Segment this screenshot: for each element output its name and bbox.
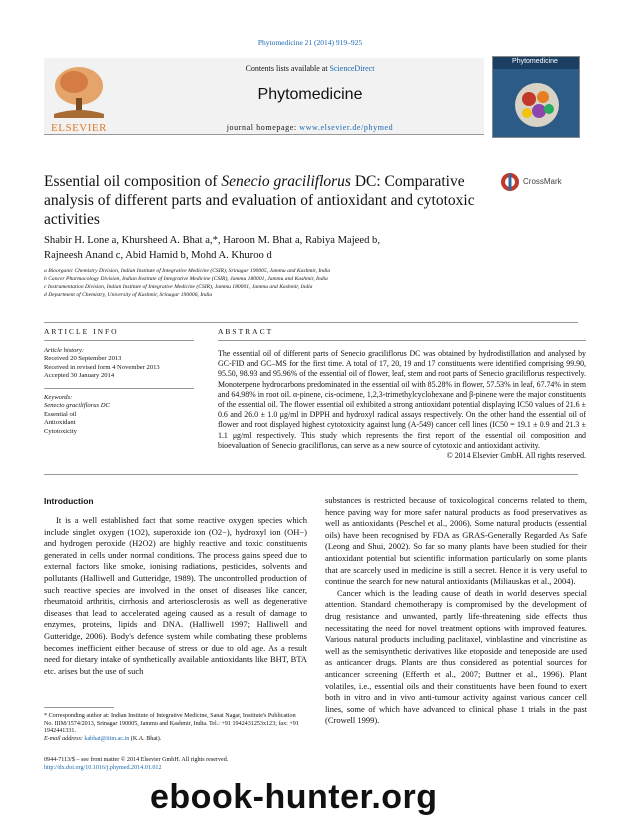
authors-line-1: Shabir H. Lone a, Khursheed A. Bhat a,*, Haroon M. Bhat a, Rabiya Majeed b, <box>44 235 380 246</box>
footnote-rule <box>44 707 114 708</box>
keyword-3: Antioxidant <box>44 419 76 427</box>
divider-abstract <box>218 340 586 341</box>
affiliation-d: d Department of Chemistry, University of Kashmir, Srinagar 190006, India <box>44 292 213 298</box>
crossmark-label: CrossMark <box>523 177 562 186</box>
divider-abstract-bottom <box>44 474 578 475</box>
crossmark-badge[interactable] <box>500 172 570 194</box>
history-revised: Received in revised form 4 November 2013 <box>44 363 160 371</box>
journal-cover-icon <box>492 56 580 138</box>
abstract-body <box>218 349 586 461</box>
front-matter <box>44 757 304 773</box>
abstract-copyright: © 2014 Elsevier GmbH. All rights reserved. <box>446 451 586 461</box>
divider-info <box>44 340 194 341</box>
article-history <box>44 347 194 381</box>
history-label: Article history: <box>44 347 85 354</box>
intro-paragraph-2: substances is restricted because of toxicological concerns related to them, hence paving way for more safer natural products as food preservatives as well as antioxidants (Peschel et al., 2006). Some natural products (essential oils) have been recognised by FDA as GRAS-Generally Regarded As Safe (Leong and Shui, 2002). So far so many plants have been studied for their antioxidant potential but scientific information particularly on some plants that are scarcely used in medicine is still a secret. Hence it is very useful to continue the search for new natural antioxidants (Miliauskas et al., 2004). <box>325 495 587 587</box>
email-label: E-mail address: <box>44 735 85 742</box>
watermark-text: ebook-hunter.org <box>150 778 438 816</box>
history-received: Received 20 September 2013 <box>44 355 122 363</box>
keywords <box>44 394 194 436</box>
homepage-prefix: journal homepage: <box>226 123 300 132</box>
keyword-2: Essential oil <box>44 410 77 418</box>
intro-paragraph-3: Cancer which is the leading cause of death in world deserves special attention. Standard chemotherapy is compromised by the development of drug resistance and unwanted, partly life-threatening side effects thus necessitating the need for novel treatment options with improved features. Various natural products including paclitaxel, vinblastine and vincristine as well as the semisynthetic derivatives like etoposide and teneposide are used as anticancer drugs. Plants are thus considered as potential sources for anticancer screening (Efferth et al., 2007; Buttner et al., 1996). Plant volatiles, i.e., essential oils and their constituents have been found to exert both in vitro and in vivo anti-tumour activity against various cancer cell lines, some of which have advanced to clinical phase 1 trials in the past (Crowell 1999). <box>325 587 587 726</box>
email-suffix: (K.A. Bhat). <box>129 735 162 742</box>
title-part-2: DC: Comparative analysis of different parts and evaluation of antioxidant and cytotoxic activities <box>44 173 475 228</box>
journal-title: Phytomedicine <box>257 86 363 103</box>
affiliation-a: a Bioorganic Chemistry Division, Indian Institute of Integrative Medicine (CSIR), Srinagar 190005, Jammu and Kashmir, India <box>44 268 331 274</box>
crossmark-icon <box>500 172 520 192</box>
abstract-heading: ABSTRACT <box>218 327 274 336</box>
email-line <box>44 736 299 744</box>
left-column <box>44 515 307 677</box>
doi-link[interactable]: http://dx.doi.org/10.1016/j.phymed.2014.01.012 <box>44 764 162 771</box>
abstract-text: The essential oil of different parts of Senecio graciliflorus DC was obtained by hydrodistillation and analysed by GC-FID and GC–MS for the first time. A total of 17, 20, 19 and 17 constituents were identified comprising 99.90, 95.50, 98.93 and 95.96% of the essential oil of flower, leaf, stem and root parts of Senecio graciliflorus respectively. Monoterpene hydrocarbons predominated in the essential oil with 85.28% in flower, 57.53% in leaf, 67.74% in stem and 64.98% in root oil. α-pinene, cis-ocimene, 1,2,3-trimethylcyclohexane and β-pinene were the major constituents of the essential oil. The flower essential oil exhibited a strong antioxidant potential displaying IC50 values of 21.6 ± 0.6 and 26.0 ± 1.0 μg/ml in DPPH and hydroxyl radical assays respectively. On the other hand the essential oil of flower and root displayed highest cytotoxicity against lung (A-549) cancer cell lines (IC50 = 19.1 ± 0.9 and 21.3 ± 1.1 μg/ml respectively. This study which represents the first report of the essential oil composition and bioevaluation of Senecio graciliflorus, can serve as a new source of cytotoxic and antioxidant activity. <box>218 349 586 450</box>
email-link[interactable]: kabhat@iiim.ac.in <box>84 735 130 742</box>
elsevier-wordmark: ELSEVIER <box>51 122 107 134</box>
title-part-1: Essential oil composition of <box>44 173 222 190</box>
affiliation-b: b Cancer Pharmacology Division, Indian Institute of Integrative Medicine (CSIR), Jammu 180001, Jammu and Kashmir, India <box>44 276 328 282</box>
keywords-label: Keywords: <box>44 394 73 401</box>
authors-line-2: Rajneesh Anand c, Abid Hamid b, Mohd A. Khuroo d <box>44 250 272 261</box>
sciencedirect-link[interactable]: ScienceDirect <box>329 64 375 73</box>
intro-paragraph-1: It is a well established fact that some reactive oxygen species which include singlet oxygen (1O2), superoxide ion (O2−), hydroxyl ion (OH−) and hydrogen peroxide (H2O2) are highly reactive and toxic constituents generated in cells under normal conditions. The process gains speed due to external factors like smoke, ionising radiations, pesticides, solvents and pollutants (Halliwell and Gutteridge, 1989). The uncontrolled production of such reactive species are involved in the onset of diseases like cancer, rheumatoid arthritis, cirrhosis and arteriosclerosis as well as degenerative diseases that lead to accelerated ageing caused as a result of damage to enzymes, proteins, lipids and DNA. (Halliwell 1997; Halliwell and Gutteridge, 2006). Body's defence system while combating these problems becomes inefficient either because of stress or due to old age. As a result need for dietary intake of synthetically available antioxidants like BHT, BTA etc. arises but the use of such <box>44 515 307 676</box>
affiliation-c: c Instrumentation Division, Indian Institute of Integrative Medicine (CSIR), Jammu 180001, Jammu and Kashmir, India <box>44 284 313 290</box>
divider-keywords <box>44 388 194 389</box>
keyword-1: Senecio graciliflorus DC <box>44 402 110 410</box>
title-species: Senecio graciliflorus <box>221 173 351 190</box>
front-matter-line: 0944-7113/$ – see front matter © 2014 Elsevier GmbH. All rights reserved. <box>44 757 229 763</box>
keyword-4: Cytotoxicity <box>44 427 77 435</box>
corresponding-author: * Corresponding author at: Indian Institute of Integrative Medicine, Sanat Nagar, Institute's Publication No. IIIM/1574/2013, Srinagar 190005, Jammu and Kashmir, India. Tel.: +91 1942431253x123; fax: +91 1942441331. <box>44 713 299 735</box>
corresponding-author-footnote <box>44 713 299 743</box>
right-column <box>325 495 587 727</box>
contents-prefix: Contents lists available at <box>245 64 330 73</box>
article-info-heading: ARTICLE INFO <box>44 327 119 336</box>
section-heading-introduction: Introduction <box>44 496 94 506</box>
author-list <box>44 233 584 263</box>
article-title <box>44 172 514 229</box>
history-accepted: Accepted 30 January 2014 <box>44 372 115 380</box>
cover-title: Phytomedicine <box>512 58 558 65</box>
journal-citation[interactable]: Phytomedicine 21 (2014) 919–925 <box>257 38 363 47</box>
homepage-link[interactable]: www.elsevier.de/phymed <box>299 123 394 132</box>
divider-top <box>44 322 578 323</box>
